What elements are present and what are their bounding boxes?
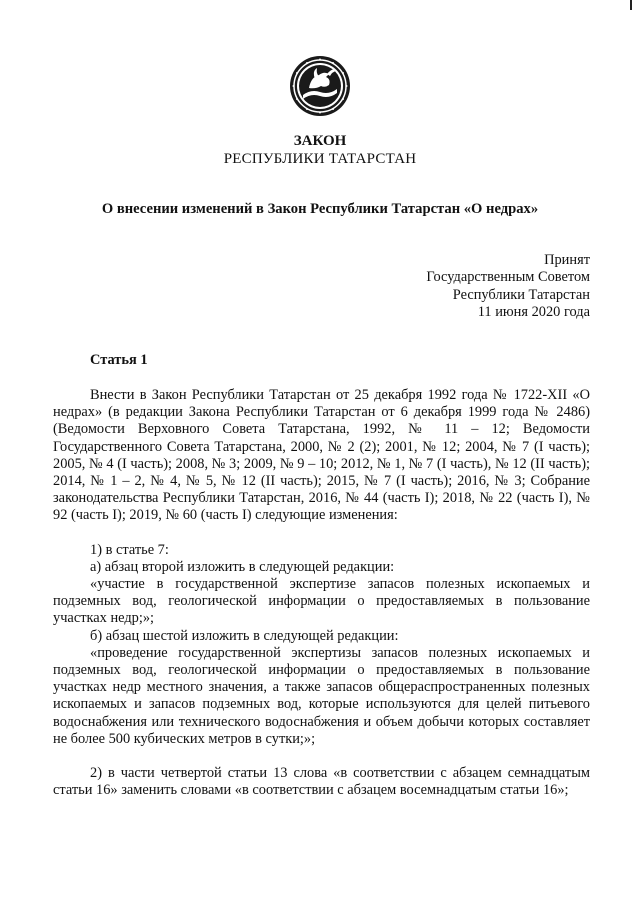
item-1-a-text: «участие в государственной экспертизе запасов полезных ископаемых и подземных вод, геологической информации о предоставляемых в пользование участках недр;»;	[53, 576, 590, 627]
adoption-block	[290, 252, 590, 322]
article-heading: Статья 1	[90, 352, 148, 368]
adoption-line: Принят	[544, 252, 590, 268]
adoption-line: Государственным Советом	[426, 269, 590, 286]
adoption-line: Республики Татарстан	[452, 286, 590, 303]
scan-mark	[630, 0, 632, 10]
document-title-republic: РЕСПУБЛИКИ ТАТАРСТАН	[223, 151, 417, 167]
item-2-paragraph: 2) в части четвертой статьи 13 слова «в соответствии с абзацем семнадцатым статьи 16» заменить словами «в соответствии с абзацем восемнадцатым статьи 16»;	[53, 765, 590, 799]
law-subject: О внесении изменений в Закон Республики Татарстан «О недрах»	[101, 201, 539, 217]
coat-of-arms-emblem-icon	[289, 55, 351, 117]
document-title: ЗАКОН	[293, 133, 347, 149]
adoption-date: 11 июня 2020 года	[477, 304, 590, 321]
item-1-a: а) абзац второй изложить в следующей редакции:	[90, 558, 395, 575]
item-1-b-text: «проведение государственной экспертизы запасов полезных ископаемых и подземных вод, геологической информации о предоставляемых в пользование участках недр местного значения, а также запасов общераспространенных полезных ископаемых и запасов подземных вод, которые используются для целей питьевого водоснабжения или технического водоснабжения и объем добычи которых составляет не более 500 кубических метров в сутки;»;	[53, 644, 590, 747]
article-body	[53, 387, 590, 799]
item-1-b: б) абзац шестой изложить в следующей редакции:	[90, 627, 399, 644]
article-intro-paragraph: Внести в Закон Республики Татарстан от 25 декабря 1992 года № 1722-XII «О недрах» (в редакции Закона Республики Татарстан от 6 декабря 1999 года № 2486) (Ведомости Верховного Совета Татарстана, 1992, № 11 – 12; Ведомости Государственного Совета Татарстана, 2000, № 2 (2); 2001, № 12; 2004, № 7 (I часть); 2005, № 4 (I часть); 2008, № 3; 2009, № 9 – 10; 2012, № 1, № 7 (I часть), № 12 (II часть); 2014, № 1 – 2, № 4, № 5, № 12 (II часть); 2015, № 7 (I часть); 2016, № 3; Собрание законодательства Республики Татарстан, 2016, № 44 (часть I); 2018, № 22 (часть I), № 92 (часть I); 2019, № 60 (часть I) следующие изменения:	[53, 387, 590, 524]
item-1-heading: 1) в статье 7:	[90, 541, 169, 558]
